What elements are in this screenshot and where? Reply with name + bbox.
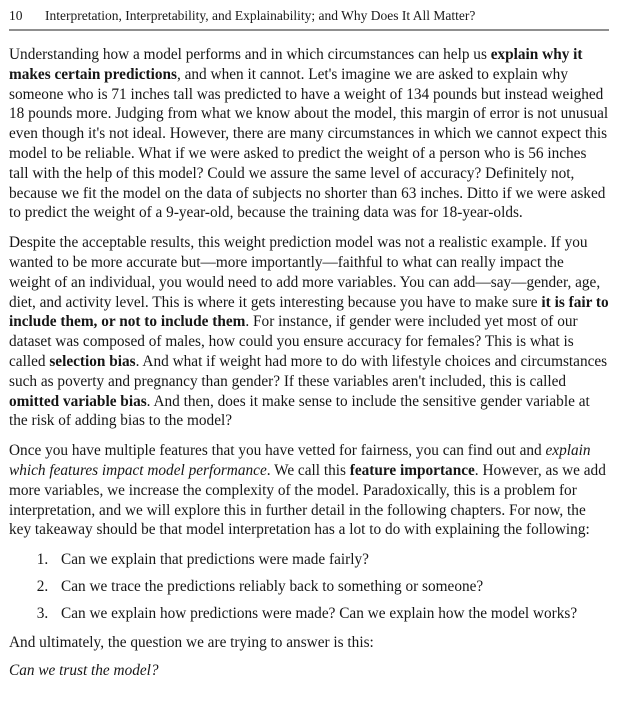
paragraph-2: Despite the acceptable results, this weight prediction model was not a realistic example. If you wanted to be more accurate but—more importantly—faithful to what can really impact the weight of an individual, you would need to add more variables. You can add—say—gender, age, diet, and activity level. This is where it gets interesting because you have to make sure it is fair to include them, or not to include them. For instance, if gender were included yet most of our dataset was composed of males, how could you ensure accuracy for females? This is what is called selection bias. And what if weight had more to do with lifestyle choices and circumstances such as poverty and pregnancy than gender? If these variables aren't included, this is called omitted variable bias. And then, does it make sense to include the sensitive gender variable at the risk of adding bias to the model? — [9, 234, 609, 430]
list-item-2: 2. Can we trace the predictions reliably back to something or someone? — [52, 577, 609, 597]
paragraph-3: Once you have multiple features that you have vetted for fairness, you can find out and explain which features impact model performance. We call this feature importance. However, as we add more variables, we increase the complexity of the model. Paradoxically, this is a problem for interpretation, and we will explore this in further detail in the following chapters. For now, the key takeaway should be that model interpretation has a lot to do with explaining the following: — [9, 442, 606, 539]
page-number: 10 — [9, 8, 23, 23]
header-rule — [9, 29, 609, 31]
closing-line: And ultimately, the question we are trying to answer is this: — [9, 633, 374, 651]
running-header — [9, 8, 609, 24]
list-item-3: 3. Can we explain how predictions were made? Can we explain how the model works? — [52, 604, 609, 624]
list-item-1: 1. Can we explain that predictions were made fairly? — [52, 550, 609, 570]
page-body — [9, 45, 609, 681]
paragraph-1: Understanding how a model performs and in which circumstances can help us explain why it makes certain predictions, and when it cannot. Let's imagine we are asked to explain why someone who is 71 inches tall was predicted to have a weight of 134 pounds but instead weighed 18 pounds more. Judging from what we know about the model, this margin of error is not unusual even though it's not ideal. However, there are many circumstances in which we cannot expect this model to be reliable. What if we were asked to predict the weight of a person who is 56 inches tall with the help of this model? Could we assure the same level of accuracy? Definitely not, because we fit the model on the data of subjects no shorter than 63 inches. Ditto if we were asked to predict the weight of a 9-year-old, because the training data was for 18-year-olds. — [9, 46, 609, 222]
final-question: Can we trust the model? — [9, 662, 159, 680]
chapter-title: Interpretation, Interpretability, and Explainability; and Why Does It All Matter? — [45, 8, 476, 23]
numbered-list — [9, 550, 609, 623]
